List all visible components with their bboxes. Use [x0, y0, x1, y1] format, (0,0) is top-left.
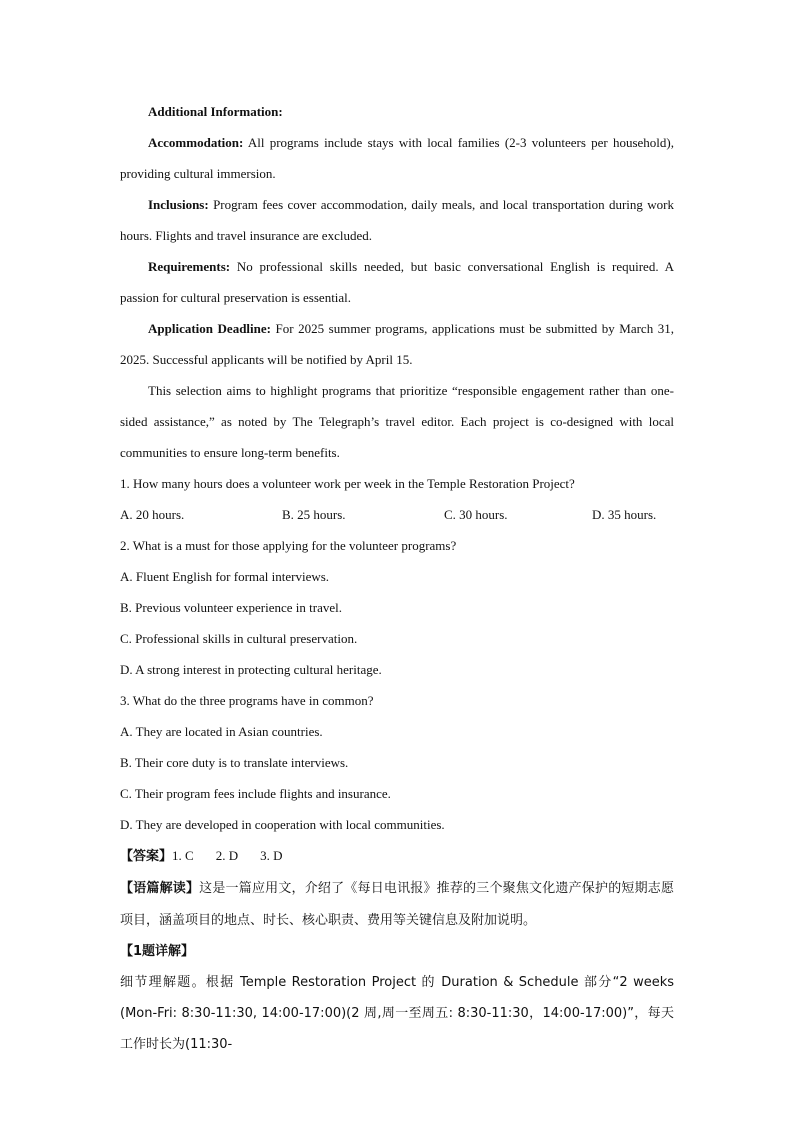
question-2-option-a: A. Fluent English for formal interviews.: [120, 569, 330, 584]
question-1-option-b: B. 25 hours.: [282, 507, 346, 522]
accommodation-label: Accommodation:: [148, 135, 244, 150]
question-1-options: [120, 499, 674, 530]
question-2-option-c: C. Professional skills in cultural preservation.: [120, 631, 358, 646]
passage-analysis: [120, 872, 674, 936]
question-1-stem: 1. How many hours does a volunteer work per week in the Temple Restoration Project?: [120, 476, 575, 491]
answer-label: 【答案】: [120, 849, 173, 864]
question-3-option-c: C. Their program fees include flights and insurance.: [120, 786, 391, 801]
answer-key: [120, 840, 674, 872]
question-3-option-b: B. Their core duty is to translate interviews.: [120, 755, 349, 770]
accommodation-paragraph: [120, 127, 674, 189]
question-3-option-a: A. They are located in Asian countries.: [120, 724, 323, 739]
requirements-text: No professional skills needed, but basic conversational English is required. A passion for cultural preservation is essential.: [120, 259, 674, 305]
answer-2: 2. D: [215, 848, 239, 863]
question-2-option-d: D. A strong interest in protecting cultural heritage.: [120, 662, 382, 677]
additional-info-heading: Additional Information:: [148, 104, 283, 119]
document-content: [120, 96, 674, 1060]
answer-1: 1. C: [172, 848, 194, 863]
closing-paragraph: This selection aims to highlight programs that prioritize “responsible engagement rather than one-sided assistance,” as noted by The Telegraph’s travel editor. Each project is co-designed with local communities to ensure long-term benefits.: [120, 383, 674, 460]
accommodation-text: All programs include stays with local families (2-3 volunteers per household), providing cultural immersion.: [120, 135, 674, 181]
inclusions-label: Inclusions:: [148, 197, 209, 212]
question-1-option-a: A. 20 hours.: [120, 507, 185, 522]
inclusions-paragraph: [120, 189, 674, 251]
inclusions-text: Program fees cover accommodation, daily meals, and local transportation during work hours. Flights and travel insurance are excluded.: [120, 197, 674, 243]
question-2-stem: 2. What is a must for those applying for the volunteer programs?: [120, 538, 457, 553]
question-3-option-d: D. They are developed in cooperation with local communities.: [120, 817, 445, 832]
question-1-option-d: D. 35 hours.: [592, 507, 657, 522]
question-3-stem: 3. What do the three programs have in common?: [120, 693, 374, 708]
passage-analysis-label: 【语篇解读】: [120, 881, 200, 896]
detail-1-text: 细节理解题。根据 Temple Restoration Project 的 Duration & Schedule 部分“2 weeks (Mon-Fri: 8:30-11:30, 14:00-17:00)(2 周,周一至周五: 8:30-11:30，14:00-17:00)”，每天工作时长为(11:30-: [120, 975, 674, 1052]
question-1-option-c: C. 30 hours.: [444, 507, 508, 522]
answer-3: 3. D: [260, 848, 283, 863]
deadline-paragraph: [120, 313, 674, 375]
requirements-paragraph: [120, 251, 674, 313]
deadline-text: For 2025 summer programs, applications must be submitted by March 31, 2025. Successful applicants will be notified by April 15.: [120, 321, 674, 367]
question-2-option-b: B. Previous volunteer experience in travel.: [120, 600, 343, 615]
passage-analysis-text: 这是一篇应用文，介绍了《每日电讯报》推荐的三个聚焦文化遗产保护的短期志愿项目，涵盖项目的地点、时长、核心职责、费用等关键信息及附加说明。: [120, 881, 674, 928]
deadline-label: Application Deadline:: [148, 321, 271, 336]
requirements-label: Requirements:: [148, 259, 231, 274]
detail-1-label: 【1题详解】: [120, 944, 195, 959]
